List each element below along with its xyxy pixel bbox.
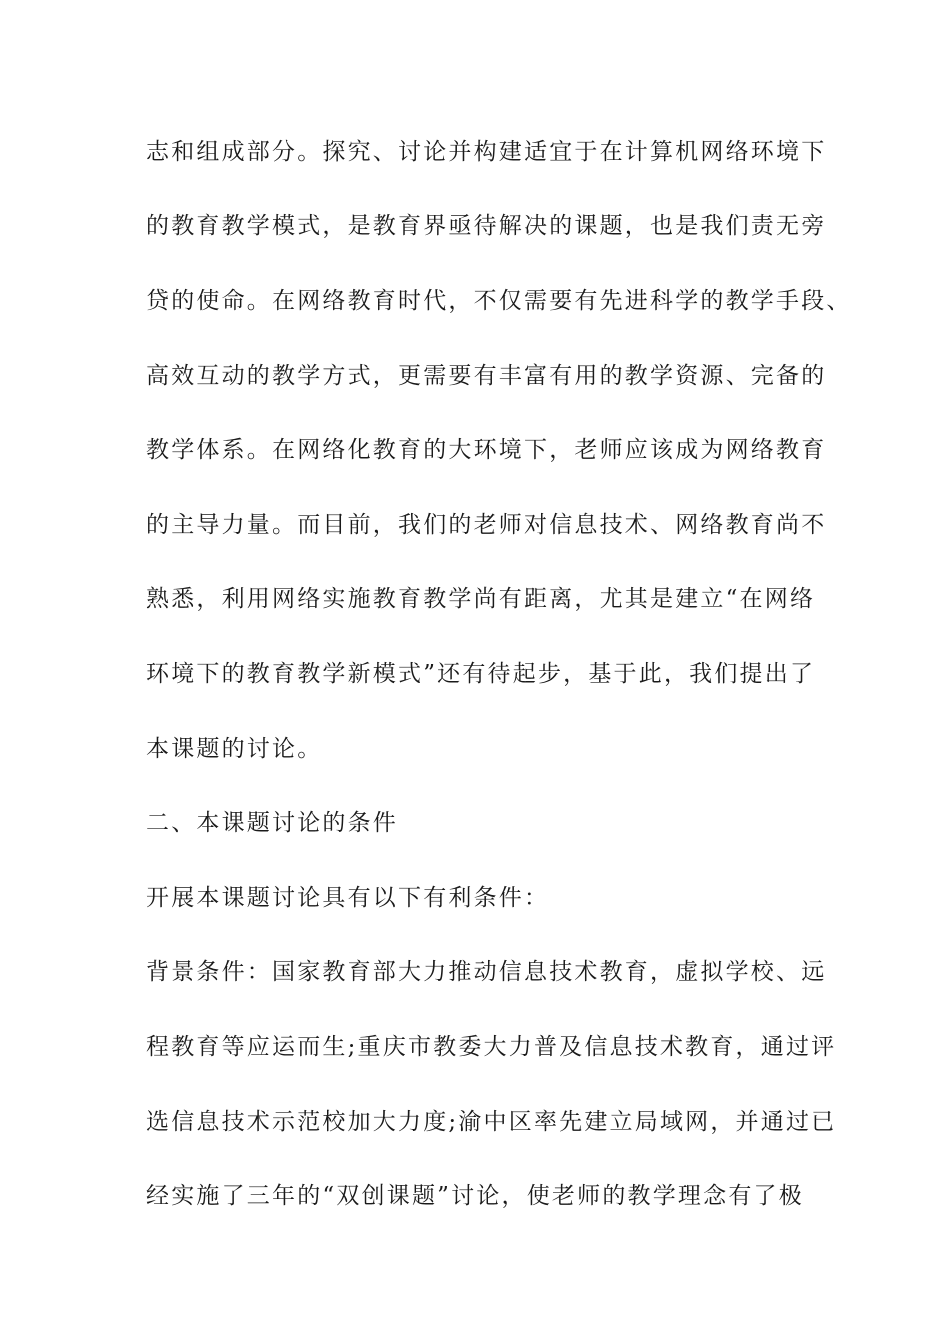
paragraph-line: 选信息技术示范校加大力度;渝中区率先建立局域网，并通过已 [146,1109,837,1135]
paragraph-line: 的主导力量。而目前，我们的老师对信息技术、网络教育尚不 [146,512,827,538]
paragraph-line: 开展本课题讨论具有以下有利条件： [146,885,550,911]
paragraph-line: 本课题的讨论。 [146,736,323,762]
paragraph-line: 环境下的教育教学新模式”还有待起步，基于此，我们提出了 [146,661,816,687]
paragraph-line: 高效互动的教学方式，更需要有丰富有用的教学资源、完备的 [146,363,827,389]
paragraph-line: 背景条件：国家教育部大力推动信息技术教育，虚拟学校、远 [146,959,827,985]
paragraph-line: 教学体系。在网络化教育的大环境下，老师应该成为网络教育 [146,437,827,463]
paragraph-line: 志和组成部分。探究、讨论并构建适宜于在计算机网络环境下 [146,139,827,165]
paragraph-line: 的教育教学模式，是教育界亟待解决的课题，也是我们责无旁 [146,213,827,239]
paragraph-line: 经实施了三年的“双创课题”讨论，使老师的教学理念有了极 [146,1183,804,1209]
paragraph-line: 程教育等应运而生;重庆市教委大力普及信息技术教育，通过评 [146,1034,837,1060]
paragraph-line: 贷的使命。在网络教育时代，不仅需要有先进科学的教学手段、 [146,288,852,314]
section-heading: 二、本课题讨论的条件 [146,810,398,836]
paragraph-line: 熟悉，利用网络实施教育教学尚有距离，尤其是建立“在网络 [146,586,816,612]
